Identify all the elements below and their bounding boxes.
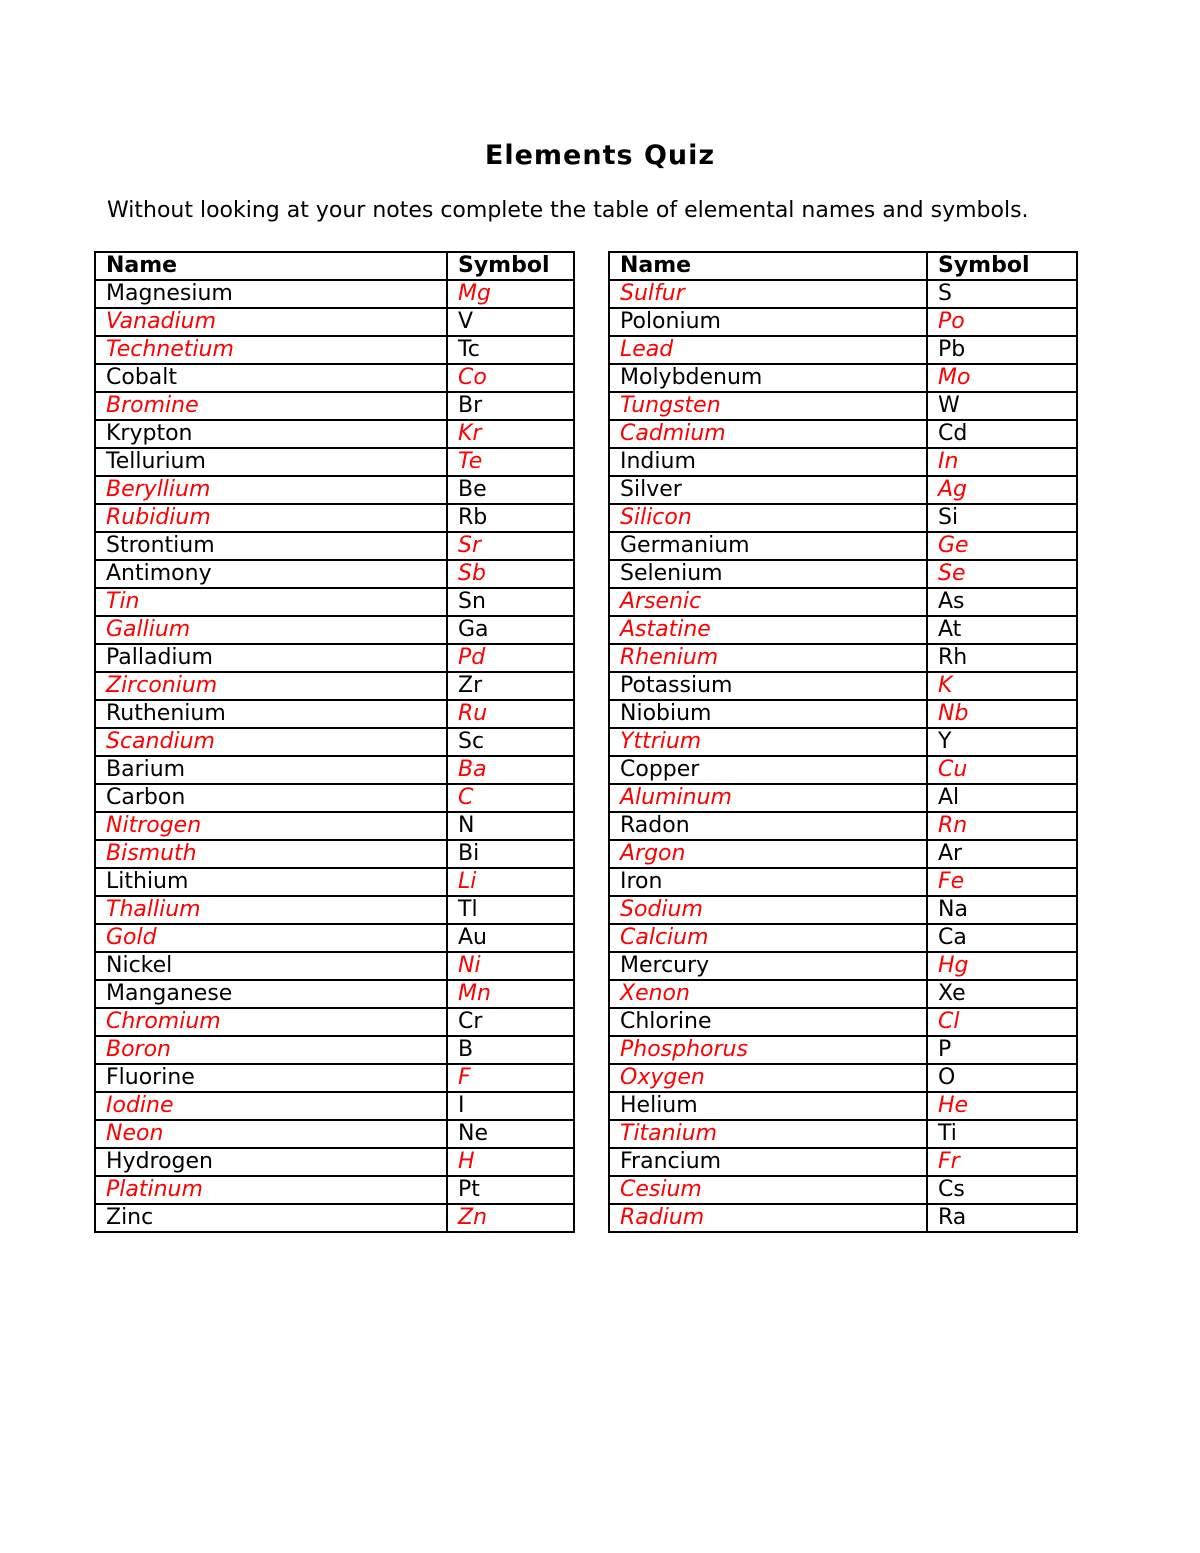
table-row — [95, 308, 1077, 336]
table-row — [95, 868, 1077, 896]
left-element-symbol: Cr — [447, 1008, 574, 1036]
column-gap — [574, 532, 609, 560]
right-element-name: Germanium — [609, 532, 927, 560]
left-element-name: Tin — [95, 588, 447, 616]
left-element-symbol: Li — [447, 868, 574, 896]
table-row — [95, 1008, 1077, 1036]
left-element-symbol: Co — [447, 364, 574, 392]
table-row — [95, 756, 1077, 784]
right-element-symbol: Se — [927, 560, 1077, 588]
column-gap — [574, 728, 609, 756]
left-element-name: Nitrogen — [95, 812, 447, 840]
left-element-name: Krypton — [95, 420, 447, 448]
table-row — [95, 532, 1077, 560]
right-element-name: Cesium — [609, 1176, 927, 1204]
right-element-symbol: W — [927, 392, 1077, 420]
right-element-name: Polonium — [609, 308, 927, 336]
right-element-symbol: In — [927, 448, 1077, 476]
column-gap — [574, 1204, 609, 1232]
left-element-symbol: C — [447, 784, 574, 812]
right-element-symbol: At — [927, 616, 1077, 644]
table-row — [95, 448, 1077, 476]
column-gap — [574, 868, 609, 896]
left-element-name: Hydrogen — [95, 1148, 447, 1176]
left-element-name: Gold — [95, 924, 447, 952]
right-element-symbol: Rh — [927, 644, 1077, 672]
right-element-name: Molybdenum — [609, 364, 927, 392]
left-element-name: Palladium — [95, 644, 447, 672]
left-element-name: Manganese — [95, 980, 447, 1008]
column-gap — [574, 672, 609, 700]
column-gap — [574, 812, 609, 840]
table-row — [95, 1148, 1077, 1176]
column-gap — [574, 756, 609, 784]
right-element-name: Calcium — [609, 924, 927, 952]
right-element-symbol: Ag — [927, 476, 1077, 504]
left-element-name: Platinum — [95, 1176, 447, 1204]
column-gap — [574, 476, 609, 504]
left-element-name: Strontium — [95, 532, 447, 560]
column-gap — [574, 1008, 609, 1036]
left-element-symbol: Rb — [447, 504, 574, 532]
column-gap — [574, 280, 609, 308]
right-element-symbol: O — [927, 1064, 1077, 1092]
column-gap — [574, 840, 609, 868]
right-element-name: Lead — [609, 336, 927, 364]
right-element-name: Yttrium — [609, 728, 927, 756]
table-row — [95, 700, 1077, 728]
left-element-name: Vanadium — [95, 308, 447, 336]
right-element-symbol: P — [927, 1036, 1077, 1064]
right-element-name: Indium — [609, 448, 927, 476]
left-element-name: Technetium — [95, 336, 447, 364]
table-row — [95, 588, 1077, 616]
right-element-symbol: Y — [927, 728, 1077, 756]
right-element-symbol: Ge — [927, 532, 1077, 560]
table-row — [95, 1204, 1077, 1232]
right-element-name: Rhenium — [609, 644, 927, 672]
column-gap — [574, 952, 609, 980]
left-element-symbol: Au — [447, 924, 574, 952]
column-gap — [574, 504, 609, 532]
table-row — [95, 840, 1077, 868]
left-element-name: Fluorine — [95, 1064, 447, 1092]
column-gap — [574, 924, 609, 952]
right-element-symbol: Fr — [927, 1148, 1077, 1176]
left-element-symbol: Sc — [447, 728, 574, 756]
left-element-symbol: Mn — [447, 980, 574, 1008]
left-element-name: Bismuth — [95, 840, 447, 868]
column-gap — [574, 1176, 609, 1204]
right-name-header: Name — [609, 252, 927, 280]
right-element-symbol: Xe — [927, 980, 1077, 1008]
right-element-symbol: Cl — [927, 1008, 1077, 1036]
table-row — [95, 952, 1077, 980]
right-element-name: Phosphorus — [609, 1036, 927, 1064]
table-row — [95, 980, 1077, 1008]
table-row — [95, 728, 1077, 756]
right-element-symbol: S — [927, 280, 1077, 308]
right-element-name: Iron — [609, 868, 927, 896]
left-element-symbol: Mg — [447, 280, 574, 308]
left-element-symbol: Ni — [447, 952, 574, 980]
left-element-name: Neon — [95, 1120, 447, 1148]
column-gap — [574, 1148, 609, 1176]
right-element-name: Selenium — [609, 560, 927, 588]
right-element-name: Chlorine — [609, 1008, 927, 1036]
column-gap — [574, 588, 609, 616]
left-element-symbol: Tc — [447, 336, 574, 364]
left-element-name: Gallium — [95, 616, 447, 644]
table-row — [95, 812, 1077, 840]
left-element-symbol: Ba — [447, 756, 574, 784]
left-element-symbol: Ne — [447, 1120, 574, 1148]
elements-table — [94, 251, 1078, 1233]
right-element-symbol: Ar — [927, 840, 1077, 868]
left-element-symbol: V — [447, 308, 574, 336]
right-element-symbol: Mo — [927, 364, 1077, 392]
left-symbol-header: Symbol — [447, 252, 574, 280]
left-element-symbol: Pd — [447, 644, 574, 672]
column-gap — [574, 560, 609, 588]
left-element-name: Iodine — [95, 1092, 447, 1120]
right-element-name: Potassium — [609, 672, 927, 700]
right-element-name: Aluminum — [609, 784, 927, 812]
right-element-symbol: K — [927, 672, 1077, 700]
left-element-name: Antimony — [95, 560, 447, 588]
left-element-symbol: Te — [447, 448, 574, 476]
column-gap — [574, 616, 609, 644]
left-element-symbol: Sn — [447, 588, 574, 616]
left-element-name: Barium — [95, 756, 447, 784]
right-element-name: Astatine — [609, 616, 927, 644]
right-element-symbol: Ra — [927, 1204, 1077, 1232]
left-element-name: Boron — [95, 1036, 447, 1064]
table-row — [95, 644, 1077, 672]
column-gap — [574, 1036, 609, 1064]
left-element-symbol: Zn — [447, 1204, 574, 1232]
right-symbol-header: Symbol — [927, 252, 1077, 280]
right-element-name: Oxygen — [609, 1064, 927, 1092]
left-element-symbol: Pt — [447, 1176, 574, 1204]
column-gap — [574, 980, 609, 1008]
left-element-name: Lithium — [95, 868, 447, 896]
elements-table-body — [95, 252, 1077, 1232]
right-element-name: Tungsten — [609, 392, 927, 420]
right-element-name: Helium — [609, 1092, 927, 1120]
table-row — [95, 784, 1077, 812]
left-element-name: Rubidium — [95, 504, 447, 532]
left-element-symbol: I — [447, 1092, 574, 1120]
table-row — [95, 336, 1077, 364]
right-element-name: Xenon — [609, 980, 927, 1008]
right-element-name: Sulfur — [609, 280, 927, 308]
left-element-symbol: F — [447, 1064, 574, 1092]
right-element-name: Francium — [609, 1148, 927, 1176]
right-element-name: Silver — [609, 476, 927, 504]
table-row — [95, 280, 1077, 308]
left-element-name: Tellurium — [95, 448, 447, 476]
left-element-name: Magnesium — [95, 280, 447, 308]
right-element-symbol: Ti — [927, 1120, 1077, 1148]
column-gap — [574, 896, 609, 924]
table-row — [95, 1064, 1077, 1092]
right-element-name: Sodium — [609, 896, 927, 924]
table-row — [95, 924, 1077, 952]
right-element-name: Argon — [609, 840, 927, 868]
right-element-symbol: Hg — [927, 952, 1077, 980]
column-gap — [574, 308, 609, 336]
right-element-symbol: Cd — [927, 420, 1077, 448]
column-gap — [574, 336, 609, 364]
left-element-name: Thallium — [95, 896, 447, 924]
table-row — [95, 1092, 1077, 1120]
left-element-symbol: Ga — [447, 616, 574, 644]
column-gap — [574, 1092, 609, 1120]
left-element-name: Bromine — [95, 392, 447, 420]
left-element-name: Zirconium — [95, 672, 447, 700]
table-row — [95, 1120, 1077, 1148]
left-element-name: Scandium — [95, 728, 447, 756]
right-element-symbol: Si — [927, 504, 1077, 532]
table-row — [95, 896, 1077, 924]
right-element-name: Niobium — [609, 700, 927, 728]
table-row — [95, 560, 1077, 588]
right-element-symbol: Al — [927, 784, 1077, 812]
left-element-symbol: Br — [447, 392, 574, 420]
left-element-name: Chromium — [95, 1008, 447, 1036]
left-name-header: Name — [95, 252, 447, 280]
right-element-name: Radium — [609, 1204, 927, 1232]
right-element-symbol: Cs — [927, 1176, 1077, 1204]
table-row — [95, 1176, 1077, 1204]
left-element-symbol: Sb — [447, 560, 574, 588]
right-element-symbol: Pb — [927, 336, 1077, 364]
table-header-row — [95, 252, 1077, 280]
left-element-symbol: Tl — [447, 896, 574, 924]
right-element-name: Copper — [609, 756, 927, 784]
column-gap — [574, 784, 609, 812]
page-title: Elements Quiz — [484, 140, 716, 171]
left-element-name: Zinc — [95, 1204, 447, 1232]
column-gap — [574, 364, 609, 392]
left-element-name: Beryllium — [95, 476, 447, 504]
left-element-name: Nickel — [95, 952, 447, 980]
column-gap — [574, 1064, 609, 1092]
column-gap — [574, 700, 609, 728]
table-row — [95, 616, 1077, 644]
left-element-symbol: Kr — [447, 420, 574, 448]
table-row — [95, 364, 1077, 392]
left-element-symbol: Be — [447, 476, 574, 504]
left-element-symbol: N — [447, 812, 574, 840]
right-element-name: Arsenic — [609, 588, 927, 616]
right-element-symbol: He — [927, 1092, 1077, 1120]
right-element-name: Titanium — [609, 1120, 927, 1148]
column-gap — [574, 644, 609, 672]
table-row — [95, 420, 1077, 448]
right-element-symbol: Cu — [927, 756, 1077, 784]
right-element-symbol: Na — [927, 896, 1077, 924]
left-element-name: Ruthenium — [95, 700, 447, 728]
right-element-symbol: As — [927, 588, 1077, 616]
right-element-symbol: Fe — [927, 868, 1077, 896]
right-element-symbol: Po — [927, 308, 1077, 336]
left-element-symbol: Ru — [447, 700, 574, 728]
right-element-symbol: Ca — [927, 924, 1077, 952]
left-element-symbol: B — [447, 1036, 574, 1064]
left-element-symbol: Sr — [447, 532, 574, 560]
right-element-name: Radon — [609, 812, 927, 840]
table-row — [95, 392, 1077, 420]
right-element-name: Silicon — [609, 504, 927, 532]
table-row — [95, 476, 1077, 504]
right-element-name: Cadmium — [609, 420, 927, 448]
table-row — [95, 1036, 1077, 1064]
column-gap — [574, 420, 609, 448]
table-row — [95, 504, 1077, 532]
column-gap — [574, 392, 609, 420]
table-row — [95, 672, 1077, 700]
left-element-symbol: Bi — [447, 840, 574, 868]
right-element-symbol: Rn — [927, 812, 1077, 840]
right-element-symbol: Nb — [927, 700, 1077, 728]
left-element-name: Cobalt — [95, 364, 447, 392]
column-gap — [574, 252, 609, 280]
column-gap — [574, 448, 609, 476]
instructions-text: Without looking at your notes complete the table of elemental names and symbols. — [107, 198, 1029, 223]
column-gap — [574, 1120, 609, 1148]
right-element-name: Mercury — [609, 952, 927, 980]
left-element-symbol: Zr — [447, 672, 574, 700]
left-element-name: Carbon — [95, 784, 447, 812]
left-element-symbol: H — [447, 1148, 574, 1176]
